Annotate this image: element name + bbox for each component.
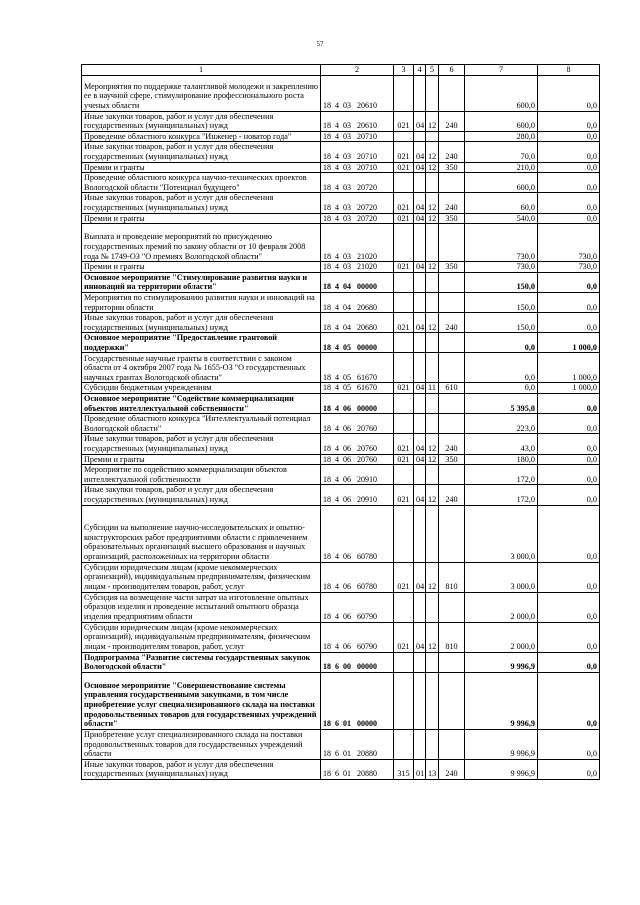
- row-value-2020: 0,0: [538, 75, 600, 111]
- row-type: 240: [439, 313, 465, 333]
- row-pr: [426, 394, 439, 414]
- row-value-2019: 172,0: [465, 485, 538, 505]
- row-value-2020: 730,0: [538, 224, 600, 262]
- header-cell: 1: [82, 65, 321, 76]
- row-vr: [394, 353, 414, 383]
- row-type: [439, 592, 465, 622]
- row-code: 18 4 03 20610: [321, 111, 394, 131]
- row-rz: [414, 224, 426, 262]
- row-code: 18 4 06 20910: [321, 485, 394, 505]
- row-pr: 12: [426, 622, 439, 652]
- row-name: Субсидии юридическим лицам (кроме некоммерческих организаций), индивидуальным предпринимателям, физическим лицам - производителям товаров, работ, услуг: [82, 562, 321, 592]
- row-code: 18 4 06 20760: [321, 414, 394, 434]
- row-name: Проведение областного конкурса научно-технических проектов Вологодской области "Потенциал будущего": [82, 173, 321, 193]
- row-type: [439, 465, 465, 485]
- row-pr: [426, 652, 439, 672]
- row-vr: 021: [394, 622, 414, 652]
- row-code: 18 6 01 20880: [321, 759, 394, 779]
- row-vr: 021: [394, 262, 414, 273]
- row-value-2020: 0,0: [538, 454, 600, 465]
- row-code: 18 4 04 20680: [321, 313, 394, 333]
- row-value-2019: 0,0: [465, 353, 538, 383]
- row-name: Иные закупки товаров, работ и услуг для обеспечения государственных (муниципальных) нужд: [82, 193, 321, 213]
- row-vr: 021: [394, 562, 414, 592]
- row-pr: 12: [426, 262, 439, 273]
- row-value-2019: 730,0: [465, 262, 538, 273]
- table-row: [82, 465, 600, 485]
- row-value-2020: 0,0: [538, 414, 600, 434]
- row-code: 18 4 06 20760: [321, 454, 394, 465]
- row-value-2020: 1 000,0: [538, 353, 600, 383]
- row-value-2020: 0,0: [538, 485, 600, 505]
- row-value-2020: 0,0: [538, 592, 600, 622]
- row-name: Основное мероприятие "Содействие коммерциализации объектов интеллектуальной собственности": [82, 394, 321, 414]
- row-rz: 04: [414, 213, 426, 224]
- row-value-2019: 3 000,0: [465, 562, 538, 592]
- row-rz: [414, 75, 426, 111]
- table-row: [82, 213, 600, 224]
- row-vr: [394, 131, 414, 142]
- table-row: [82, 142, 600, 162]
- row-value-2019: 600,0: [465, 173, 538, 193]
- row-pr: 12: [426, 434, 439, 454]
- table-row: [82, 262, 600, 273]
- row-vr: 021: [394, 142, 414, 162]
- row-code: 18 4 05 61670: [321, 383, 394, 394]
- table-row: [82, 224, 600, 262]
- row-value-2019: 5 395,0: [465, 394, 538, 414]
- row-value-2019: 150,0: [465, 272, 538, 292]
- row-rz: [414, 729, 426, 759]
- row-pr: 12: [426, 111, 439, 131]
- row-name: Субсидия на возмещение части затрат на изготовление опытных образцов изделия и проведение испытаний опытного образца изделия предприятиям области: [82, 592, 321, 622]
- row-pr: 12: [426, 562, 439, 592]
- row-type: [439, 672, 465, 729]
- row-pr: [426, 131, 439, 142]
- row-code: 18 6 00 00000: [321, 652, 394, 672]
- row-pr: 12: [426, 193, 439, 213]
- row-pr: [426, 333, 439, 353]
- row-type: 350: [439, 213, 465, 224]
- row-value-2020: 0,0: [538, 434, 600, 454]
- table-row: [82, 592, 600, 622]
- table-row: [82, 193, 600, 213]
- table-row: [82, 562, 600, 592]
- row-pr: [426, 465, 439, 485]
- row-vr: [394, 333, 414, 353]
- row-pr: 11: [426, 383, 439, 394]
- row-rz: [414, 173, 426, 193]
- row-value-2020: 0,0: [538, 111, 600, 131]
- header-row: [82, 65, 600, 76]
- table-row: [82, 333, 600, 353]
- row-name: Проведение областного конкурса "Интеллектуальный потенциал Вологодской области": [82, 414, 321, 434]
- row-name: Иные закупки товаров, работ и услуг для обеспечения государственных (муниципальных) нужд: [82, 759, 321, 779]
- row-rz: [414, 353, 426, 383]
- row-pr: 12: [426, 142, 439, 162]
- row-value-2020: 0,0: [538, 759, 600, 779]
- row-value-2019: 9 996,9: [465, 729, 538, 759]
- row-value-2019: 280,0: [465, 131, 538, 142]
- row-type: 240: [439, 759, 465, 779]
- row-value-2019: 43,0: [465, 434, 538, 454]
- row-pr: [426, 505, 439, 562]
- row-value-2020: 0,0: [538, 162, 600, 173]
- row-type: 350: [439, 262, 465, 273]
- row-type: [439, 131, 465, 142]
- row-value-2019: 210,0: [465, 162, 538, 173]
- row-vr: 021: [394, 485, 414, 505]
- row-value-2019: 9 996,9: [465, 672, 538, 729]
- row-type: 350: [439, 454, 465, 465]
- row-code: 18 4 06 20760: [321, 434, 394, 454]
- row-code: 18 4 03 20710: [321, 162, 394, 173]
- row-pr: 12: [426, 485, 439, 505]
- table-row: [82, 485, 600, 505]
- row-value-2020: 0,0: [538, 394, 600, 414]
- row-value-2019: 223,0: [465, 414, 538, 434]
- table-row: [82, 272, 600, 292]
- row-type: [439, 353, 465, 383]
- row-rz: 04: [414, 434, 426, 454]
- row-type: 240: [439, 434, 465, 454]
- row-vr: 021: [394, 383, 414, 394]
- row-vr: [394, 75, 414, 111]
- row-value-2020: 1 000,0: [538, 383, 600, 394]
- row-name: Премии и гранты: [82, 162, 321, 173]
- row-vr: 021: [394, 162, 414, 173]
- row-name: Выплата и проведение мероприятий по присуждению государственных премий по закону области от 10 февраля 2008 года № 1749-ОЗ "О премиях Вологодской области": [82, 224, 321, 262]
- row-value-2019: 180,0: [465, 454, 538, 465]
- row-code: 18 4 05 61670: [321, 353, 394, 383]
- budget-table: [81, 64, 600, 780]
- row-rz: 04: [414, 142, 426, 162]
- row-rz: [414, 592, 426, 622]
- row-vr: [394, 414, 414, 434]
- row-name: Субсидии бюджетным учреждениям: [82, 383, 321, 394]
- row-code: 18 6 01 20880: [321, 729, 394, 759]
- row-pr: 13: [426, 759, 439, 779]
- row-rz: [414, 272, 426, 292]
- row-pr: [426, 173, 439, 193]
- row-value-2019: 2 000,0: [465, 622, 538, 652]
- row-pr: [426, 353, 439, 383]
- row-type: 610: [439, 383, 465, 394]
- row-name: Приобретение услуг специализированного склада на поставки продовольственных товаров для государственных учреждений области: [82, 729, 321, 759]
- row-value-2019: 172,0: [465, 465, 538, 485]
- row-type: [439, 394, 465, 414]
- row-value-2019: 9 996,9: [465, 759, 538, 779]
- row-pr: [426, 75, 439, 111]
- row-name: Иные закупки товаров, работ и услуг для обеспечения государственных (муниципальных) нужд: [82, 434, 321, 454]
- row-code: 18 4 03 20720: [321, 193, 394, 213]
- row-name: Субсидии юридическим лицам (кроме некоммерческих организаций), индивидуальным предпринимателям, физическим лицам - производителям товаров, работ, услуг: [82, 622, 321, 652]
- table-row: [82, 173, 600, 193]
- row-vr: 021: [394, 193, 414, 213]
- row-rz: 04: [414, 562, 426, 592]
- row-value-2019: 600,0: [465, 111, 538, 131]
- row-value-2020: 0,0: [538, 213, 600, 224]
- row-vr: [394, 652, 414, 672]
- row-value-2019: 150,0: [465, 313, 538, 333]
- row-rz: [414, 672, 426, 729]
- row-type: 240: [439, 111, 465, 131]
- row-rz: 04: [414, 193, 426, 213]
- row-vr: 315: [394, 759, 414, 779]
- header-cell: 3: [394, 65, 414, 76]
- row-value-2019: 730,0: [465, 224, 538, 262]
- row-value-2020: 0,0: [538, 505, 600, 562]
- row-code: 18 4 03 21020: [321, 224, 394, 262]
- row-name: Государственные научные гранты в соответствии с законом области от 4 октября 2007 года № 1655-ОЗ "О государственных научных грантах Вологодской области": [82, 353, 321, 383]
- table-row: [82, 383, 600, 394]
- table-row: [82, 292, 600, 312]
- row-name: Субсидии на выполнение научно-исследовательских и опытно-конструкторских работ предприятиями области с привлечением образовательных организаций высшего образования и научных организаций, расположенных на территории области: [82, 505, 321, 562]
- row-name: Иные закупки товаров, работ и услуг для обеспечения государственных (муниципальных) нужд: [82, 142, 321, 162]
- row-rz: 04: [414, 622, 426, 652]
- row-type: [439, 173, 465, 193]
- table-row: [82, 729, 600, 759]
- table-row: [82, 505, 600, 562]
- row-rz: [414, 333, 426, 353]
- row-name: Премии и гранты: [82, 213, 321, 224]
- row-vr: [394, 394, 414, 414]
- row-vr: [394, 173, 414, 193]
- row-type: 240: [439, 485, 465, 505]
- row-value-2020: 0,0: [538, 652, 600, 672]
- row-pr: 12: [426, 162, 439, 173]
- row-vr: [394, 672, 414, 729]
- page-number: 57: [316, 40, 324, 48]
- row-vr: [394, 505, 414, 562]
- row-value-2020: 0,0: [538, 131, 600, 142]
- row-name: Подпрограмма "Развитие системы государственных закупок Вологодской области": [82, 652, 321, 672]
- row-name: Мероприятия по стимулированию развития науки и инноваций на территории области: [82, 292, 321, 312]
- row-vr: 021: [394, 454, 414, 465]
- table-row: [82, 759, 600, 779]
- row-name: Проведение областного конкурса "Инженер - новатор года": [82, 131, 321, 142]
- row-type: [439, 729, 465, 759]
- row-code: 18 4 03 20720: [321, 173, 394, 193]
- row-rz: 04: [414, 383, 426, 394]
- row-value-2020: 0,0: [538, 173, 600, 193]
- row-type: [439, 292, 465, 312]
- row-type: 240: [439, 193, 465, 213]
- row-code: 18 4 03 20610: [321, 75, 394, 111]
- row-type: 350: [439, 162, 465, 173]
- row-value-2020: 0,0: [538, 622, 600, 652]
- row-vr: 021: [394, 213, 414, 224]
- row-code: 18 4 03 20710: [321, 142, 394, 162]
- row-value-2019: 600,0: [465, 75, 538, 111]
- row-code: 18 4 06 60780: [321, 505, 394, 562]
- row-value-2019: 540,0: [465, 213, 538, 224]
- header-cell: 4: [414, 65, 426, 76]
- table-row: [82, 162, 600, 173]
- row-value-2020: 1 000,0: [538, 333, 600, 353]
- row-code: 18 4 05 00000: [321, 333, 394, 353]
- row-value-2020: 0,0: [538, 193, 600, 213]
- row-value-2019: 60,0: [465, 193, 538, 213]
- row-value-2020: 730,0: [538, 262, 600, 273]
- row-pr: 12: [426, 454, 439, 465]
- row-pr: 12: [426, 213, 439, 224]
- row-vr: [394, 592, 414, 622]
- row-code: 18 4 06 00000: [321, 394, 394, 414]
- row-pr: [426, 592, 439, 622]
- row-type: [439, 75, 465, 111]
- row-code: 18 4 03 20710: [321, 131, 394, 142]
- row-vr: 021: [394, 111, 414, 131]
- row-rz: [414, 652, 426, 672]
- row-rz: 04: [414, 262, 426, 273]
- row-value-2019: 70,0: [465, 142, 538, 162]
- row-type: 240: [439, 142, 465, 162]
- row-value-2020: 0,0: [538, 292, 600, 312]
- row-code: 18 4 03 20720: [321, 213, 394, 224]
- row-rz: [414, 131, 426, 142]
- row-name: Основное мероприятие "Совершенствование системы управления государственными закупками, в том числе приобретение услуг специализированного склада на поставки продовольственных товаров для государственных учреждений области": [82, 672, 321, 729]
- row-rz: [414, 394, 426, 414]
- row-code: 18 4 04 00000: [321, 272, 394, 292]
- row-name: Иные закупки товаров, работ и услуг для обеспечения государственных (муниципальных) нужд: [82, 313, 321, 333]
- row-name: Основное мероприятие "Стимулирование развития науки и инноваций на территории области": [82, 272, 321, 292]
- row-type: 810: [439, 622, 465, 652]
- row-vr: [394, 224, 414, 262]
- table-row: [82, 414, 600, 434]
- row-name: Премии и гранты: [82, 454, 321, 465]
- row-type: [439, 224, 465, 262]
- table-row: [82, 454, 600, 465]
- row-value-2020: 0,0: [538, 272, 600, 292]
- table-row: [82, 434, 600, 454]
- row-code: 18 6 01 00000: [321, 672, 394, 729]
- row-rz: 04: [414, 111, 426, 131]
- row-pr: [426, 414, 439, 434]
- row-value-2020: 0,0: [538, 142, 600, 162]
- table-row: [82, 353, 600, 383]
- header-cell: 5: [426, 65, 439, 76]
- row-code: 18 4 06 60790: [321, 622, 394, 652]
- row-value-2019: 3 000,0: [465, 505, 538, 562]
- table-row: [82, 111, 600, 131]
- table-row: [82, 622, 600, 652]
- header-cell: 2: [321, 65, 394, 76]
- row-type: [439, 272, 465, 292]
- row-name: Мероприятия по поддержке талантливой молодежи и закреплению ее в научной сфере, стимулирование профессионального роста ученых области: [82, 75, 321, 111]
- header-cell: 6: [439, 65, 465, 76]
- row-vr: 021: [394, 434, 414, 454]
- row-vr: [394, 272, 414, 292]
- row-value-2020: 0,0: [538, 729, 600, 759]
- row-pr: [426, 672, 439, 729]
- row-rz: 04: [414, 454, 426, 465]
- row-name: Премии и гранты: [82, 262, 321, 273]
- row-code: 18 4 03 21020: [321, 262, 394, 273]
- row-name: Иные закупки товаров, работ и услуг для обеспечения государственных (муниципальных) нужд: [82, 485, 321, 505]
- row-rz: 04: [414, 162, 426, 173]
- row-value-2020: 0,0: [538, 562, 600, 592]
- row-rz: 04: [414, 313, 426, 333]
- row-rz: [414, 292, 426, 312]
- row-rz: 01: [414, 759, 426, 779]
- row-pr: 12: [426, 313, 439, 333]
- row-pr: [426, 729, 439, 759]
- table-row: [82, 672, 600, 729]
- table-row: [82, 131, 600, 142]
- row-type: [439, 414, 465, 434]
- table-row: [82, 652, 600, 672]
- row-type: 810: [439, 562, 465, 592]
- row-pr: [426, 292, 439, 312]
- row-value-2019: 0,0: [465, 333, 538, 353]
- row-rz: [414, 465, 426, 485]
- row-vr: [394, 465, 414, 485]
- row-name: Основное мероприятие "Предоставление грантовой поддержки": [82, 333, 321, 353]
- row-code: 18 4 04 20680: [321, 292, 394, 312]
- row-code: 18 4 06 60790: [321, 592, 394, 622]
- table-row: [82, 394, 600, 414]
- row-value-2020: 0,0: [538, 465, 600, 485]
- table-row: [82, 313, 600, 333]
- row-type: [439, 652, 465, 672]
- row-value-2020: 0,0: [538, 672, 600, 729]
- table-row: [82, 75, 600, 111]
- row-type: [439, 333, 465, 353]
- row-pr: [426, 224, 439, 262]
- row-value-2019: 0,0: [465, 383, 538, 394]
- header-cell: 8: [538, 65, 600, 76]
- row-code: 18 4 06 60780: [321, 562, 394, 592]
- row-vr: [394, 729, 414, 759]
- row-name: Мероприятие по содействию коммерциализации объектов интеллектуальной собственности: [82, 465, 321, 485]
- header-cell: 7: [465, 65, 538, 76]
- row-value-2019: 2 000,0: [465, 592, 538, 622]
- row-name: Иные закупки товаров, работ и услуг для обеспечения государственных (муниципальных) нужд: [82, 111, 321, 131]
- row-rz: 04: [414, 485, 426, 505]
- row-value-2019: 150,0: [465, 292, 538, 312]
- row-value-2020: 0,0: [538, 313, 600, 333]
- row-type: [439, 505, 465, 562]
- row-vr: 021: [394, 313, 414, 333]
- row-value-2019: 9 996,9: [465, 652, 538, 672]
- row-rz: [414, 505, 426, 562]
- row-rz: [414, 414, 426, 434]
- row-vr: [394, 292, 414, 312]
- row-code: 18 4 06 20910: [321, 465, 394, 485]
- row-pr: [426, 272, 439, 292]
